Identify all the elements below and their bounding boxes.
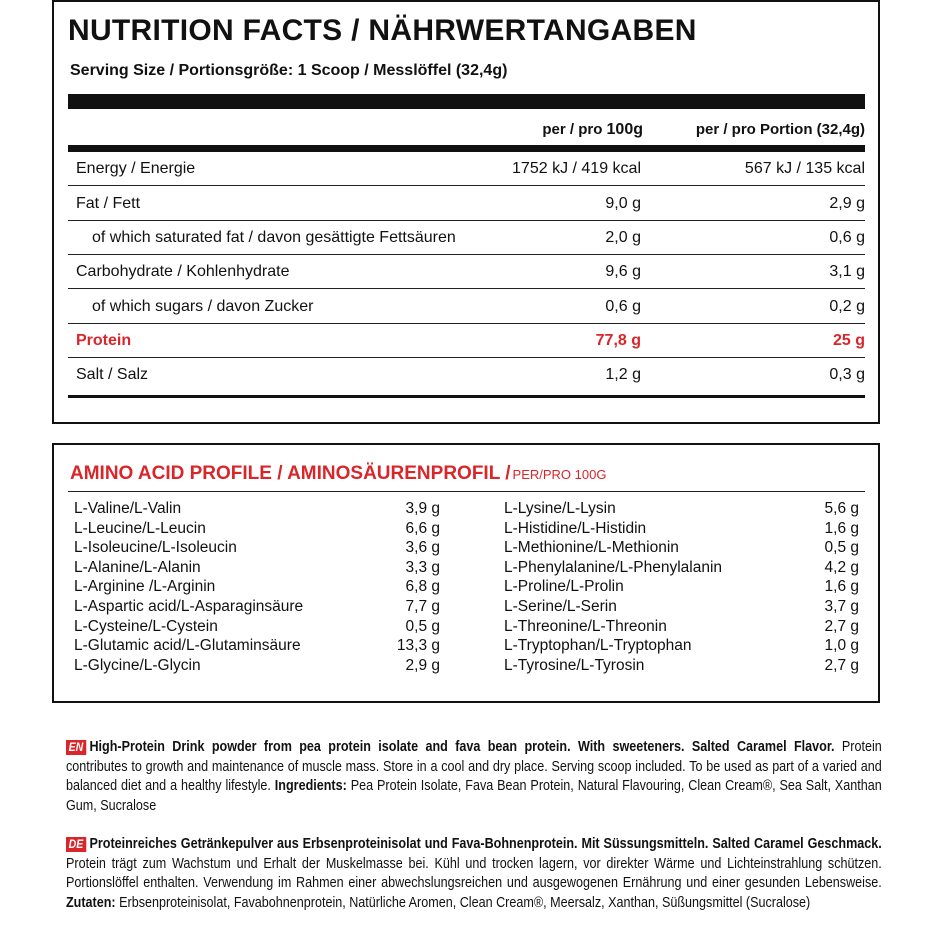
description-de-intro: Proteinreiches Getränkepulver aus Erbsenproteinisolat und Fava-Bohnenprotein. Mit Süssungsmitteln. Salted Caramel Geschmack. [89,836,882,852]
amino-row [504,559,859,579]
amino-value: 0,5 g [824,539,859,557]
row-per-100g: 2,0 g [605,229,641,246]
amino-row [74,578,440,598]
nutrition-row-sugars [68,290,865,324]
description-en-intro: High-Protein Drink powder from pea protein isolate and fava bean protein. With sweeteners. Salted Caramel Flavor. [89,739,835,755]
amino-name: L-Serine/L-Serin [504,598,617,615]
header-per-portion: per / pro Portion (32,4g) [695,121,865,138]
amino-row [74,637,440,657]
amino-row [74,539,440,559]
row-per-portion: 2,9 g [829,195,865,212]
row-label: of which sugars / davon Zucker [92,298,314,315]
row-label: Fat / Fett [76,195,141,212]
amino-row [504,618,859,638]
amino-name: L-Glycine/L-Glycin [74,656,201,674]
amino-name: L-Cysteine/L-Cystein [74,617,218,635]
row-label: Energy / Energie [76,160,196,177]
amino-row [74,559,440,579]
ingredients-label-en: Ingredients: [274,778,347,795]
amino-row [504,637,859,657]
amino-row [504,657,859,677]
ingredients-label-de: Zutaten: [66,894,116,911]
amino-value: 6,8 g [405,578,440,596]
header-per-100g [430,121,643,139]
amino-row [74,598,440,618]
amino-row [504,520,859,540]
header-per-100g-prefix: per / pro [542,121,607,138]
amino-value: 1,6 g [824,519,859,537]
amino-value: 5,6 g [824,500,859,517]
serving-size: Serving Size / Portionsgröße: 1 Scoop / Messlöffel (32,4g) [70,62,508,79]
amino-value: 2,7 g [824,617,859,635]
ingredients-en: Pea Protein Isolate, Fava Bean Protein, Natural Flavouring, Clean Cream®, Sea Salt, Xanthan Gum, Sucralose [66,778,882,814]
amino-value: 3,7 g [824,598,859,615]
amino-name: L-Proline/L-Prolin [504,578,624,596]
amino-name: L-Tyrosine/L-Tyrosin [504,656,645,674]
flag-en: EN [66,740,86,755]
row-label: Carbohydrate / Kohlenhydrate [76,263,290,280]
description-de [66,835,882,913]
row-per-portion: 0,6 g [829,229,865,246]
row-per-portion: 25 g [832,332,865,349]
amino-name: L-Valine/L-Valin [74,500,182,517]
amino-row [504,500,859,520]
amino-value: 7,7 g [405,598,440,615]
amino-name: L-Aspartic acid/L-Asparaginsäure [74,598,304,615]
amino-name: L-Leucine/L-Leucin [74,519,206,537]
row-per-portion: 567 kJ / 135 kcal [744,160,865,177]
description-en-body: Protein contributes to growth and maintenance of muscle mass. Store in a cool and dry place. Serving scoop included. To be used as part of a varied and balanced diet and a healthy lifestyle. [66,739,882,795]
amino-title [70,463,606,485]
amino-value: 6,6 g [405,519,440,537]
amino-row [74,520,440,540]
nutrition-row-energy [68,152,865,186]
description-en [66,738,882,816]
amino-name: L-Threonine/L-Threonin [504,617,667,635]
nutrition-row-saturated-fat [68,221,865,255]
amino-name: L-Phenylalanine/L-Phenylalanin [504,558,723,576]
amino-divider [68,491,865,492]
row-label: Protein [76,332,132,349]
ingredients-de: Erbsenproteinisolat, Favabohnenprotein, Natürliche Aromen, Clean Cream®, Meersalz, Xanthan, Süßungsmittel (Sucralose) [115,894,811,911]
row-per-100g: 77,8 g [595,332,641,349]
amino-value: 13,3 g [396,637,440,655]
amino-value: 2,7 g [824,656,859,674]
nutrition-row-carbohydrate [68,255,865,289]
nutrition-title: NUTRITION FACTS / NÄHRWERTANGABEN [68,14,697,47]
header-per-100g-value: 100g [606,121,643,138]
row-per-100g: 0,6 g [605,298,641,315]
row-label: of which saturated fat / davon gesättigte Fettsäuren [92,229,456,246]
amino-value: 3,9 g [405,500,440,517]
amino-name: L-Glutamic acid/L-Glutaminsäure [74,637,301,655]
amino-value: 1,6 g [824,578,859,596]
amino-row [74,500,440,520]
description-de-body: Protein trägt zum Wachstum und Erhalt der Muskelmasse bei. Kühl und trocken lagern, vor direkter Wärme und Lichteinstrahlung schützen. Portionslöffel enthalten. Verwendung im Rahmen einer abwechslungsreichen und ausgewogenen Ernährung und einer gesunden Lebensweise. [66,855,882,892]
amino-value: 1,0 g [824,637,859,655]
amino-row [74,618,440,638]
amino-name: L-Alanine/L-Alanin [74,558,201,576]
header-divider [68,145,865,152]
row-per-portion: 3,1 g [829,263,865,280]
nutrition-row-protein [68,324,865,358]
amino-name: L-Isoleucine/L-Isoleucin [74,539,237,557]
row-per-portion: 0,3 g [829,366,865,383]
row-per-100g: 9,0 g [605,195,641,212]
row-per-portion: 0,2 g [829,298,865,315]
flag-de: DE [66,837,86,852]
amino-value: 2,9 g [405,656,440,674]
amino-title-text: AMINO ACID PROFILE / AMINOSÄURENPROFIL / [70,463,511,484]
amino-value: 3,6 g [405,539,440,557]
nutrition-row-salt [68,358,865,392]
row-per-100g: 9,6 g [605,263,641,280]
row-per-100g: 1752 kJ / 419 kcal [512,160,641,177]
amino-name: L-Methionine/L-Methionin [504,539,679,557]
thick-divider [68,94,865,109]
bottom-divider [68,395,865,398]
amino-row [504,539,859,559]
amino-row [74,657,440,677]
amino-unit: PER/PRO 100G [512,467,607,482]
amino-name: L-Histidine/L-Histidin [504,519,647,537]
amino-value: 0,5 g [405,617,440,635]
nutrition-row-fat [68,187,865,221]
amino-row [504,578,859,598]
amino-name: L-Tryptophan/L-Tryptophan [504,637,692,655]
amino-name: L-Lysine/L-Lysin [504,500,616,517]
amino-value: 3,3 g [405,558,440,576]
amino-row [504,598,859,618]
amino-name: L-Arginine /L-Arginin [74,578,216,596]
row-label: Salt / Salz [76,366,149,383]
amino-value: 4,2 g [824,558,859,576]
row-per-100g: 1,2 g [605,366,641,383]
